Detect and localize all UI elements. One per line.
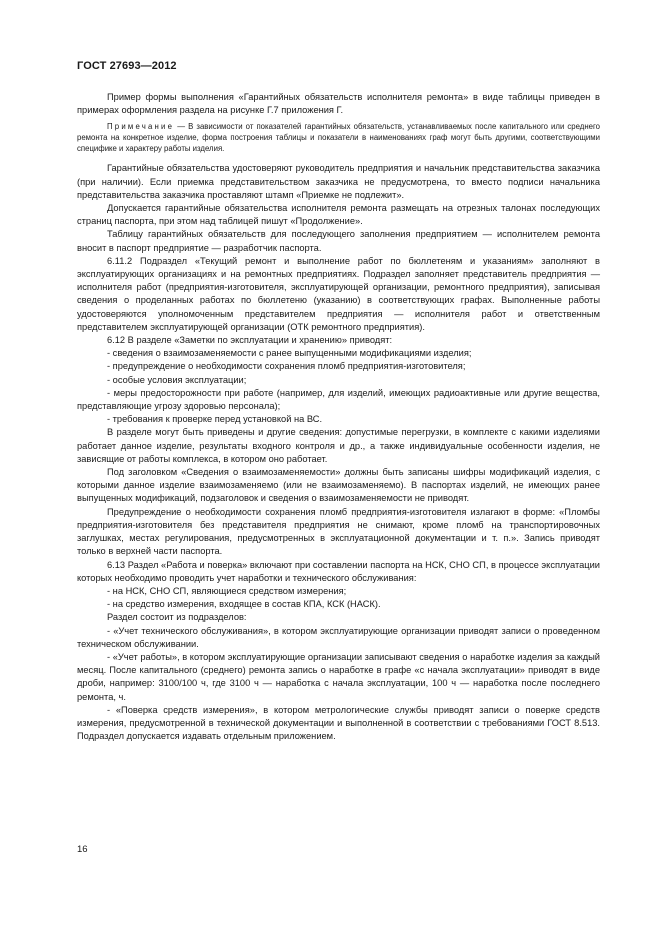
list-item: - особые условия эксплуатации; <box>107 374 247 385</box>
page-number: 16 <box>77 844 88 855</box>
list-item: - на НСК, СНО СП, являющиеся средством измерения; <box>107 585 347 596</box>
list-item: - меры предосторожности при работе (например, для изделий, имеющих радиоактивные или другие вещества, представляющие угрозу здоровью персонала); <box>77 387 600 412</box>
list-item: - сведения о взаимозаменяемости с ранее выпущенными модификациями изделия; <box>107 348 472 359</box>
paragraph: Гарантийные обязательства удостоверяют руководитель предприятия и начальник представительства заказчика (при наличии). Если приемка представительством заказчика не предусмотрена, то вместо подписи начальника представительства заказчика проставляют штамп «Приемке не подлежит». <box>77 163 600 200</box>
paragraph: Раздел состоит из подразделов: <box>107 612 247 623</box>
list-item: - «Учет работы», в котором эксплуатирующие организации записывают сведения о наработке изделия за каждый месяц. После капитального (среднего) ремонта запись о наработке в графе «с начала эксплуатации» приводят в виде дроби, например: 3100/100 ч, где 3100 ч — наработка с начала эксплуатации, 100 ч — наработка после последнего ремонта, ч. <box>77 651 600 702</box>
paragraph: Предупреждение о необходимости сохранения пломб предприятия-изготовителя излагают в форме: «Пломбы предприятия-изготовителя без представителя предприятия не снимают, кроме пломб на транспортировочных заглушках, местах регулирования, предусмотренных в эксплуатационной документации и т. п.». Запись приводят только в верхней части паспорта. <box>77 506 600 557</box>
note-label: Примечание <box>107 122 175 132</box>
note-text: — В зависимости от показателей гарантийных обязательств, устанавливаемых после капитального или среднего ремонта на конкретное изделие, форма построения таблицы и показатели в наименованиях граф могут быть другими, соответствующими специфике и характеру работы изделия. <box>77 122 600 154</box>
document-header: ГОСТ 27693—2012 <box>77 60 177 72</box>
paragraph: Под заголовком «Сведения о взаимозаменяемости» должны быть записаны шифры модификаций изделия, с которыми данное изделие взаимозаменяемо (или не взаимозаменяемо). В паспортах изделий, не имеющих ранее выпущенных модификаций, подзаголовок и сведения о взаимозаменяемости не приводят. <box>77 467 600 504</box>
list-item: - на средство измерения, входящее в состав КПА, КСК (НАСК). <box>107 599 381 610</box>
list-item: - предупреждение о необходимости сохранения пломб предприятия-изготовителя; <box>107 361 466 372</box>
page-body <box>77 91 600 743</box>
paragraph: 6.12 В разделе «Заметки по эксплуатации и хранению» приводят: <box>107 335 393 346</box>
paragraph: Пример формы выполнения «Гарантийных обязательств исполнителя ремонта» в виде таблицы приведен в примерах оформления раздела на рисунке Г.7 приложения Г. <box>77 92 600 116</box>
list-item: - «Учет технического обслуживания», в котором эксплуатирующие организации приводят записи о проведенном техническом обслуживании. <box>77 625 600 649</box>
paragraph: 6.13 Раздел «Работа и поверка» включают при составлении паспорта на НСК, СНО СП, в процессе эксплуатации которых необходимо проводить учет наработки и технического обслуживания: <box>77 559 600 583</box>
paragraph: В разделе могут быть приведены и другие сведения: допустимые перегрузки, в комплекте с какими изделиями работает данное изделие, результаты входного контроля и др., а также индивидуальные особенности изделия, не зависящие от работы комплекса, в котором оно работает. <box>77 427 600 464</box>
paragraph: 6.11.2 Подраздел «Текущий ремонт и выполнение работ по бюллетеням и указаниям» заполняют в эксплуатирующих организациях и на ремонтных предприятиях. Подраздел заполняет представитель предприятия — исполнителя работ (предприятия-изготовителя, эксплуатирующей организации, ремонтного предприятия), записывая сведения о проделанных работах по бюллетеню (указанию) в соответствующих графах. Выполненные работы удостоверяются уполномоченным представителем предприятия — исполнителя работ и ответственным представителем эксплуатирующей организации (ОТК ремонтного предприятия). <box>77 255 600 332</box>
paragraph: Допускается гарантийные обязательства исполнителя ремонта размещать на отрезных талонах последующих страниц паспорта, при этом над таблицей пишут «Продолжение». <box>77 203 600 227</box>
list-item: - «Поверка средств измерения», в котором метрологические службы приводят записи о поверке средств измерения, предусмотренной в технической документации и выполненной в соответствии с требованиями ГОСТ 8.513. Подраздел допускается издавать отдельным приложением. <box>77 704 600 742</box>
list-item: - требования к проверке перед установкой на ВС. <box>107 414 323 425</box>
paragraph: Таблицу гарантийных обязательств для последующего заполнения предприятием — исполнителем ремонта вносит в паспорт предприятие — разработчик паспорта. <box>77 229 600 253</box>
note <box>77 121 600 154</box>
